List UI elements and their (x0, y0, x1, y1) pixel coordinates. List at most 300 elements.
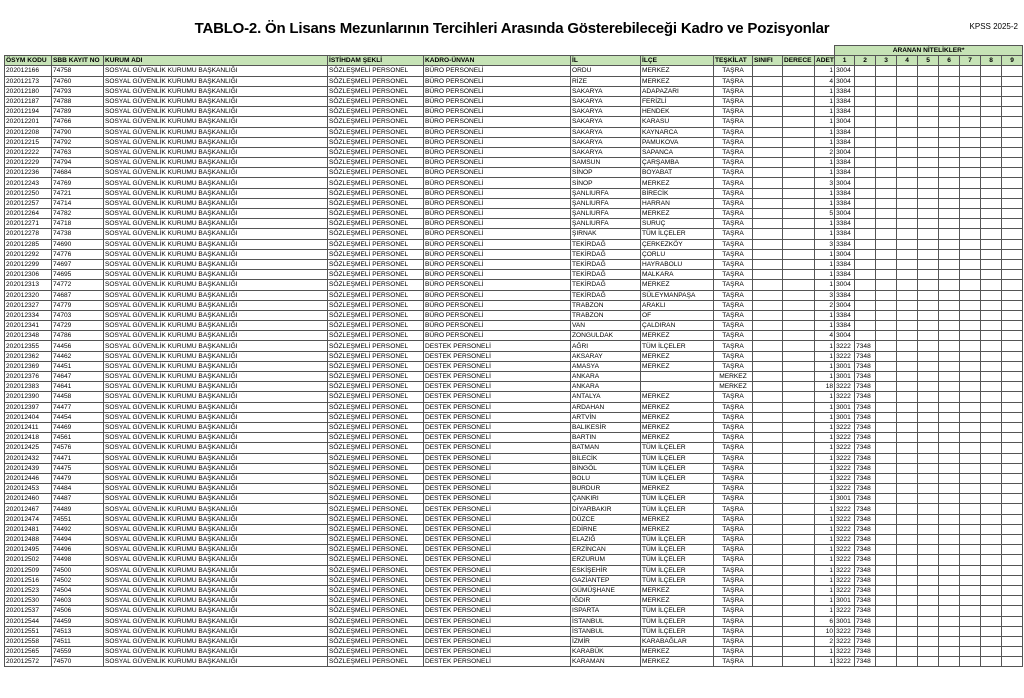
table-cell: 74561 (52, 433, 104, 443)
table-cell (939, 290, 960, 300)
table-cell: 74492 (52, 524, 104, 534)
table-cell: TAŞRA (714, 209, 753, 219)
table-cell (897, 433, 918, 443)
table-cell: BÜRO PERSONELİ (424, 66, 571, 76)
table-cell: TÜM İLÇELER (641, 535, 714, 545)
table-cell (876, 514, 897, 524)
table-cell (897, 575, 918, 585)
table-cell (918, 361, 939, 371)
table-cell (939, 178, 960, 188)
table-cell (876, 341, 897, 351)
table-cell: SOSYAL GÜVENLİK KURUMU BAŞKANLIĞI (104, 412, 328, 422)
table-cell (876, 219, 897, 229)
table-cell: TAŞRA (714, 484, 753, 494)
table-cell: SÖZLEŞMELİ PERSONEL (328, 494, 424, 504)
page-title: TABLO-2. Ön Lisans Mezunlarının Tercihleri Arasında Gösterebileceği Kadro ve Pozisyonlar (194, 20, 830, 37)
table-cell: 1 (815, 473, 835, 483)
table-cell (897, 107, 918, 117)
table-cell: ÇARŞAMBA (641, 158, 714, 168)
table-body (5, 66, 1023, 667)
table-cell: 74513 (52, 626, 104, 636)
table-row (5, 647, 1023, 657)
table-cell: 74718 (52, 219, 104, 229)
table-cell (753, 239, 783, 249)
table-cell (939, 555, 960, 565)
table-cell (1002, 504, 1023, 514)
table-cell (918, 647, 939, 657)
table-cell (897, 647, 918, 657)
table-cell: 202012348 (5, 331, 52, 341)
positions-table (4, 45, 1023, 667)
table-cell (960, 361, 981, 371)
table-cell (939, 443, 960, 453)
table-cell (939, 473, 960, 483)
table-cell (897, 596, 918, 606)
table-cell: ERZURUM (571, 555, 641, 565)
table-cell (918, 321, 939, 331)
table-cell (897, 382, 918, 392)
table-cell (897, 585, 918, 595)
table-cell: SOSYAL GÜVENLİK KURUMU BAŞKANLIĞI (104, 239, 328, 249)
table-cell: KAYNARCA (641, 127, 714, 137)
table-cell: 202012201 (5, 117, 52, 127)
table-cell (876, 565, 897, 575)
table-cell (981, 280, 1002, 290)
table-cell: SÖZLEŞMELİ PERSONEL (328, 331, 424, 341)
table-cell (918, 209, 939, 219)
table-cell (1002, 96, 1023, 106)
table-cell: 74502 (52, 575, 104, 585)
table-row (5, 147, 1023, 157)
table-cell (753, 463, 783, 473)
table-cell: TÜM İLÇELER (641, 494, 714, 504)
table-cell: 7348 (855, 412, 876, 422)
table-cell (876, 321, 897, 331)
table-cell: SÖZLEŞMELİ PERSONEL (328, 412, 424, 422)
table-cell: TAŞRA (714, 443, 753, 453)
table-cell (981, 484, 1002, 494)
table-cell (876, 555, 897, 565)
column-header: 9 (1002, 56, 1023, 66)
table-cell: SÖZLEŞMELİ PERSONEL (328, 585, 424, 595)
table-cell (753, 209, 783, 219)
table-cell: SÖZLEŞMELİ PERSONEL (328, 96, 424, 106)
table-cell: 1 (815, 565, 835, 575)
table-cell (960, 158, 981, 168)
table-cell: BÜRO PERSONELİ (424, 137, 571, 147)
table-cell: SAKARYA (571, 127, 641, 137)
table-cell (939, 433, 960, 443)
table-row (5, 341, 1023, 351)
table-cell: AKSARAY (571, 351, 641, 361)
table-cell (960, 341, 981, 351)
table-cell: SÖZLEŞMELİ PERSONEL (328, 66, 424, 76)
table-cell (783, 494, 815, 504)
table-cell (981, 575, 1002, 585)
table-cell (918, 606, 939, 616)
table-cell: 2 (815, 147, 835, 157)
table-cell: 202012453 (5, 484, 52, 494)
table-cell: SÖZLEŞMELİ PERSONEL (328, 361, 424, 371)
table-cell: 1 (815, 361, 835, 371)
table-cell (1002, 585, 1023, 595)
table-cell (897, 422, 918, 432)
table-cell (918, 239, 939, 249)
table-cell (960, 484, 981, 494)
table-cell (1002, 616, 1023, 626)
table-cell: 7348 (855, 636, 876, 646)
table-row (5, 300, 1023, 310)
table-cell (855, 178, 876, 188)
table-cell (783, 107, 815, 117)
table-cell: 1 (815, 270, 835, 280)
table-row (5, 76, 1023, 86)
table-cell (753, 626, 783, 636)
table-cell: 7348 (855, 372, 876, 382)
table-cell (981, 259, 1002, 269)
table-cell: 202012208 (5, 127, 52, 137)
table-cell (981, 585, 1002, 595)
table-cell (918, 463, 939, 473)
table-cell: 1 (815, 494, 835, 504)
table-cell: 74471 (52, 453, 104, 463)
table-cell: SÖZLEŞMELİ PERSONEL (328, 178, 424, 188)
table-cell (1002, 219, 1023, 229)
table-cell: SÖZLEŞMELİ PERSONEL (328, 76, 424, 86)
table-cell (939, 66, 960, 76)
table-cell (783, 372, 815, 382)
table-cell: 202012341 (5, 321, 52, 331)
table-cell (1002, 494, 1023, 504)
table-row (5, 575, 1023, 585)
table-cell (918, 351, 939, 361)
table-cell: 3384 (835, 219, 855, 229)
table-cell: TAŞRA (714, 535, 753, 545)
table-cell: SÖZLEŞMELİ PERSONEL (328, 565, 424, 575)
table-cell (753, 351, 783, 361)
table-cell (960, 280, 981, 290)
table-cell: BÜRO PERSONELİ (424, 280, 571, 290)
table-cell (897, 636, 918, 646)
table-cell: İZMİR (571, 636, 641, 646)
table-cell: TEKİRDAĞ (571, 259, 641, 269)
table-cell (897, 270, 918, 280)
table-cell: TEKİRDAĞ (571, 280, 641, 290)
table-cell (783, 219, 815, 229)
table-cell (960, 402, 981, 412)
table-cell (783, 117, 815, 127)
table-cell: 202012411 (5, 422, 52, 432)
table-cell: ZONGULDAK (571, 331, 641, 341)
table-cell (960, 127, 981, 137)
table-cell (783, 249, 815, 259)
table-cell: DESTEK PERSONELİ (424, 382, 571, 392)
table-cell (960, 178, 981, 188)
table-cell: SÖZLEŞMELİ PERSONEL (328, 219, 424, 229)
table-cell (918, 494, 939, 504)
table-cell (960, 412, 981, 422)
table-cell: 74504 (52, 585, 104, 595)
table-cell (783, 137, 815, 147)
table-cell: TAŞRA (714, 361, 753, 371)
table-cell: SÖZLEŞMELİ PERSONEL (328, 504, 424, 514)
table-cell: 74459 (52, 616, 104, 626)
table-cell (753, 249, 783, 259)
table-cell (981, 372, 1002, 382)
table-cell (783, 473, 815, 483)
table-cell (876, 636, 897, 646)
table-cell (981, 473, 1002, 483)
table-cell (876, 239, 897, 249)
table-cell: TAŞRA (714, 585, 753, 595)
table-cell (939, 107, 960, 117)
table-cell: 202012397 (5, 402, 52, 412)
table-cell: DESTEK PERSONELİ (424, 616, 571, 626)
table-cell (876, 453, 897, 463)
table-cell: SOSYAL GÜVENLİK KURUMU BAŞKANLIĞI (104, 198, 328, 208)
table-cell: SOSYAL GÜVENLİK KURUMU BAŞKANLIĞI (104, 321, 328, 331)
table-cell: 1 (815, 137, 835, 147)
table-cell: 74793 (52, 86, 104, 96)
table-cell: BÜRO PERSONELİ (424, 198, 571, 208)
table-row (5, 412, 1023, 422)
table-cell: SURUÇ (641, 219, 714, 229)
table-cell (981, 341, 1002, 351)
table-cell: 3001 (835, 616, 855, 626)
table-cell: 1 (815, 453, 835, 463)
table-cell: SÖZLEŞMELİ PERSONEL (328, 647, 424, 657)
header-row (5, 56, 1023, 66)
table-cell: TAŞRA (714, 219, 753, 229)
table-cell (876, 392, 897, 402)
table-cell (783, 321, 815, 331)
table-cell: SÖZLEŞMELİ PERSONEL (328, 351, 424, 361)
table-cell (981, 209, 1002, 219)
table-cell: TAŞRA (714, 463, 753, 473)
table-cell: 3222 (835, 463, 855, 473)
table-cell (783, 402, 815, 412)
table-cell (1002, 259, 1023, 269)
table-cell: DESTEK PERSONELİ (424, 473, 571, 483)
table-cell: MERKEZ (714, 382, 753, 392)
table-cell: EDİRNE (571, 524, 641, 534)
table-cell (783, 66, 815, 76)
table-cell: BÜRO PERSONELİ (424, 321, 571, 331)
table-cell (783, 168, 815, 178)
table-cell: SAMSUN (571, 158, 641, 168)
table-cell (1002, 596, 1023, 606)
table-cell: 3004 (835, 280, 855, 290)
table-cell (783, 555, 815, 565)
table-cell (981, 310, 1002, 320)
table-cell: SÖZLEŞMELİ PERSONEL (328, 514, 424, 524)
table-cell (783, 504, 815, 514)
table-cell (753, 168, 783, 178)
table-cell (855, 290, 876, 300)
table-cell (753, 117, 783, 127)
column-header: 4 (897, 56, 918, 66)
table-cell: 1 (815, 433, 835, 443)
table-cell: BÜRO PERSONELİ (424, 331, 571, 341)
table-cell: BÜRO PERSONELİ (424, 158, 571, 168)
table-cell (753, 96, 783, 106)
table-cell (876, 545, 897, 555)
table-cell (876, 575, 897, 585)
table-cell (855, 66, 876, 76)
table-cell: TÜM İLÇELER (641, 575, 714, 585)
table-cell (876, 310, 897, 320)
table-cell: BATMAN (571, 443, 641, 453)
table-cell (897, 626, 918, 636)
table-cell (960, 443, 981, 453)
table-cell (876, 422, 897, 432)
table-cell: 4 (815, 331, 835, 341)
table-cell: 74454 (52, 412, 104, 422)
table-cell (1002, 473, 1023, 483)
table-cell: BALIKESİR (571, 422, 641, 432)
table-cell: 7348 (855, 463, 876, 473)
table-cell: TAŞRA (714, 596, 753, 606)
table-cell: 74456 (52, 341, 104, 351)
column-header: İL (571, 56, 641, 66)
column-header: 2 (855, 56, 876, 66)
table-cell: MERKEZ (641, 209, 714, 219)
table-cell: 1 (815, 188, 835, 198)
table-cell (981, 137, 1002, 147)
table-cell (753, 494, 783, 504)
table-cell: 1 (815, 372, 835, 382)
table-cell: SÖZLEŞMELİ PERSONEL (328, 596, 424, 606)
table-cell (897, 290, 918, 300)
table-cell (981, 86, 1002, 96)
table-cell: SÖZLEŞMELİ PERSONEL (328, 463, 424, 473)
table-cell (981, 494, 1002, 504)
table-cell (981, 96, 1002, 106)
table-cell: 3222 (835, 473, 855, 483)
table-cell (897, 606, 918, 616)
table-cell: SÖZLEŞMELİ PERSONEL (328, 188, 424, 198)
table-cell (876, 657, 897, 667)
table-cell: TAŞRA (714, 86, 753, 96)
table-cell: ARAKLI (641, 300, 714, 310)
table-cell: TAŞRA (714, 270, 753, 280)
table-cell: TAŞRA (714, 96, 753, 106)
table-cell (918, 372, 939, 382)
table-cell: DESTEK PERSONELİ (424, 606, 571, 616)
table-cell (897, 473, 918, 483)
table-cell (897, 86, 918, 96)
table-cell: 202012390 (5, 392, 52, 402)
table-cell: TÜM İLÇELER (641, 463, 714, 473)
table-cell (783, 382, 815, 392)
table-cell: SOSYAL GÜVENLİK KURUMU BAŞKANLIĞI (104, 219, 328, 229)
table-cell (981, 127, 1002, 137)
table-cell (876, 606, 897, 616)
table-cell: 1 (815, 198, 835, 208)
table-cell: 1 (815, 321, 835, 331)
table-cell (918, 168, 939, 178)
table-cell: SOSYAL GÜVENLİK KURUMU BAŞKANLIĞI (104, 331, 328, 341)
table-cell: SÖZLEŞMELİ PERSONEL (328, 137, 424, 147)
table-cell: 3222 (835, 647, 855, 657)
table-cell: 202012250 (5, 188, 52, 198)
table-cell (753, 555, 783, 565)
table-cell (753, 341, 783, 351)
table-cell: 18 (815, 382, 835, 392)
table-cell: SOSYAL GÜVENLİK KURUMU BAŞKANLIĞI (104, 606, 328, 616)
table-cell (1002, 300, 1023, 310)
table-cell (753, 198, 783, 208)
table-row (5, 565, 1023, 575)
table-cell (897, 453, 918, 463)
table-cell (1002, 270, 1023, 280)
table-cell (783, 351, 815, 361)
table-cell: 202012551 (5, 626, 52, 636)
table-cell: SOSYAL GÜVENLİK KURUMU BAŞKANLIĞI (104, 147, 328, 157)
table-cell (939, 127, 960, 137)
table-cell: TÜM İLÇELER (641, 443, 714, 453)
table-cell: 74766 (52, 117, 104, 127)
table-cell: 74603 (52, 596, 104, 606)
table-cell: 202012565 (5, 647, 52, 657)
table-cell: 1 (815, 514, 835, 524)
table-cell: 74776 (52, 249, 104, 259)
table-cell (897, 494, 918, 504)
column-header: SBB KAYIT NO (52, 56, 104, 66)
table-cell: 74690 (52, 239, 104, 249)
table-cell: SİNOP (571, 178, 641, 188)
table-cell (918, 626, 939, 636)
table-cell: BÜRO PERSONELİ (424, 219, 571, 229)
table-cell (1002, 158, 1023, 168)
table-cell: SOSYAL GÜVENLİK KURUMU BAŞKANLIĞI (104, 626, 328, 636)
table-cell: SOSYAL GÜVENLİK KURUMU BAŞKANLIĞI (104, 494, 328, 504)
table-cell (981, 249, 1002, 259)
table-cell (981, 351, 1002, 361)
table-cell: 74729 (52, 321, 104, 331)
table-cell: 1 (815, 647, 835, 657)
column-header: 6 (939, 56, 960, 66)
table-cell (897, 341, 918, 351)
table-cell: 3222 (835, 535, 855, 545)
table-cell: TAŞRA (714, 524, 753, 534)
table-cell (960, 219, 981, 229)
table-cell (855, 147, 876, 157)
table-cell: TAŞRA (714, 147, 753, 157)
table-cell (897, 310, 918, 320)
table-cell: TAŞRA (714, 351, 753, 361)
column-header: 3 (876, 56, 897, 66)
table-cell: SOSYAL GÜVENLİK KURUMU BAŞKANLIĞI (104, 259, 328, 269)
table-cell: SAKARYA (571, 107, 641, 117)
table-cell: BARTIN (571, 433, 641, 443)
table-cell (1002, 555, 1023, 565)
table-cell (918, 86, 939, 96)
table-cell: ERZİNCAN (571, 545, 641, 555)
table-row (5, 636, 1023, 646)
table-cell (939, 372, 960, 382)
table-cell (855, 331, 876, 341)
column-header: SINIFI (753, 56, 783, 66)
table-cell (939, 392, 960, 402)
table-cell (960, 433, 981, 443)
table-cell: 202012187 (5, 96, 52, 106)
table-cell: BÜRO PERSONELİ (424, 147, 571, 157)
table-cell (897, 158, 918, 168)
table-cell: SAKARYA (571, 147, 641, 157)
table-cell (939, 341, 960, 351)
table-row (5, 616, 1023, 626)
